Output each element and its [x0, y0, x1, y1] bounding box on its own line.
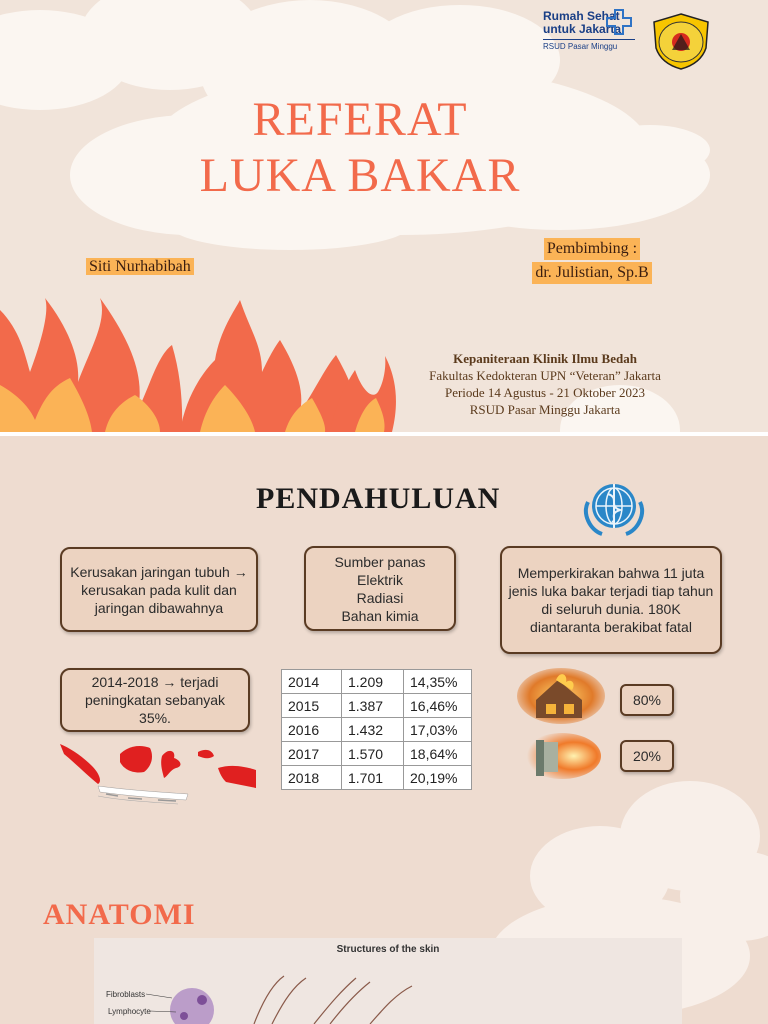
table-cell: 14,35%: [404, 670, 472, 694]
logo-text-line3: RSUD Pasar Minggu: [543, 39, 635, 51]
percent-80-badge: [620, 684, 674, 716]
info-line-4: RSUD Pasar Minggu Jakarta: [469, 402, 621, 417]
table-row: [282, 742, 472, 766]
increase-box: [60, 668, 250, 732]
table-cell: 18,64%: [404, 742, 472, 766]
health-cross-icon: [601, 8, 641, 38]
percent-20-badge: [620, 740, 674, 772]
table-row: [282, 718, 472, 742]
increase-text: 2014-2018 → terjadi peningkatan sebanyak 35%.: [84, 674, 226, 726]
anatomy-heading: ANATOMI: [43, 898, 196, 931]
skin-structures-image: [94, 938, 682, 1024]
table-cell: 1.432: [342, 718, 404, 742]
definition-text: Kerusakan jaringan tubuh → kerusakan pada kulit dan jaringan dibawahnya: [70, 563, 248, 616]
author-name: Siti Nurhabibah: [86, 258, 194, 275]
info-line-1: Kepaniteraan Klinik Ilmu Bedah: [453, 351, 637, 366]
table-cell: 1.209: [342, 670, 404, 694]
table-cell: 1.570: [342, 742, 404, 766]
source-item: Sumber panas: [334, 553, 426, 570]
source-item: Elektrik: [357, 571, 403, 588]
table-row: [282, 694, 472, 718]
supervisor-label: Pembimbing :: [544, 238, 640, 260]
info-line-3: Periode 14 Agustus - 21 Oktober 2023: [444, 385, 646, 400]
author: [86, 258, 194, 276]
table-cell: 2016: [282, 718, 342, 742]
skin-diagram: [94, 938, 682, 1024]
house-fire-image: [516, 666, 606, 724]
sources-box: [304, 546, 456, 631]
source-item: Radiasi: [356, 589, 404, 606]
supervisor-name: dr. Julistian, Sp.B: [532, 262, 651, 284]
burn-stats-table: [281, 669, 472, 790]
institution-info: [395, 350, 695, 418]
section-heading: PENDAHULUAN: [256, 482, 501, 515]
lymphocyte-label: Lymphocyte: [108, 1007, 151, 1016]
logo-text-line1: Rumah Sehat: [543, 9, 620, 23]
table-row: [282, 766, 472, 790]
rs-logo: [543, 10, 643, 72]
title-line-1: REFERAT: [252, 93, 468, 146]
table-cell: 2018: [282, 766, 342, 790]
upn-seal-icon: [650, 12, 712, 70]
indonesia-map-icon: [58, 738, 258, 808]
who-logo-icon: [578, 476, 650, 540]
table-cell: 1.387: [342, 694, 404, 718]
who-text: Memperkirakan bahwa 11 juta jenis luka bakar terjadi tiap tahun di seluruh dunia. 180K diantaranta berakibat fatal: [508, 565, 714, 635]
skin-diagram-title: Structures of the skin: [336, 944, 440, 955]
definition-box: [60, 547, 258, 632]
table-cell: 16,46%: [404, 694, 472, 718]
table-cell: 2015: [282, 694, 342, 718]
title-slide: [0, 0, 768, 432]
table-cell: 20,19%: [404, 766, 472, 790]
page-title: [150, 92, 570, 204]
table-cell: 2017: [282, 742, 342, 766]
table-row: [282, 670, 472, 694]
table-cell: 2014: [282, 670, 342, 694]
percent-80: 80%: [632, 692, 662, 708]
percent-20: 20%: [632, 748, 662, 764]
industrial-fire-image: [522, 732, 602, 780]
supervisor: [520, 238, 664, 286]
content-slide: [0, 436, 768, 1024]
flames: [0, 298, 396, 432]
who-box: [500, 546, 722, 654]
title-line-2: LUKA BAKAR: [199, 149, 521, 202]
fibroblasts-label: Fibroblasts: [106, 990, 146, 999]
logo-text-line2: untuk Jakarta: [543, 22, 622, 36]
info-line-2: Fakultas Kedokteran UPN “Veteran” Jakarta: [429, 368, 661, 383]
table-cell: 1.701: [342, 766, 404, 790]
source-item: Bahan kimia: [341, 607, 419, 624]
table-cell: 17,03%: [404, 718, 472, 742]
